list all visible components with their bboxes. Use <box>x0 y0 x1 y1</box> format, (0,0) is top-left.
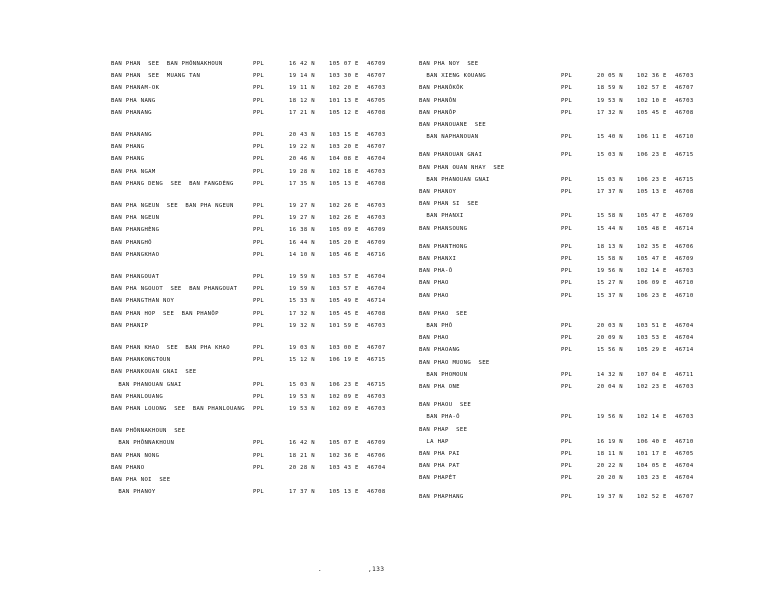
map-sheet-code: 46703 <box>675 268 694 275</box>
feature-type: PPL <box>561 384 573 390</box>
place-name: BAN PHAP SEE <box>419 426 468 433</box>
place-name: BAN PHA ONE <box>419 384 460 390</box>
feature-type: PPL <box>253 239 265 246</box>
longitude: 105 20 E <box>329 239 359 246</box>
feature-type: PPL <box>253 227 265 234</box>
feature-type: PPL <box>253 109 265 116</box>
longitude: 102 57 E <box>637 85 667 92</box>
map-sheet-code: 46708 <box>367 109 386 116</box>
place-name: BAN PHANG <box>111 144 145 151</box>
place-name: BAN PHAO <box>419 280 449 287</box>
map-sheet-code: 46703 <box>367 393 386 400</box>
feature-type: PPL <box>561 451 573 457</box>
map-sheet-code: 46714 <box>675 225 694 232</box>
feature-type: PPL <box>253 156 265 163</box>
feature-type: PPL <box>253 406 265 412</box>
place-name: BAN PHA PAT <box>419 463 460 470</box>
feature-type: PPL <box>253 310 265 317</box>
place-name: BAN PHA NGEUN SEE BAN PHA NGEUN <box>111 203 234 209</box>
feature-type: PPL <box>561 347 573 354</box>
place-name: BAN PHAN HOP SEE BAN PHANÔP <box>111 310 219 317</box>
map-sheet-code: 46707 <box>367 73 386 80</box>
feature-type: PPL <box>561 73 573 80</box>
map-sheet-code: 46715 <box>367 381 386 388</box>
latitude: 17 21 N <box>289 109 316 116</box>
map-sheet-code: 46707 <box>367 345 386 351</box>
latitude: 18 11 N <box>597 451 624 457</box>
latitude: 20 43 N <box>289 132 316 138</box>
map-sheet-code: 46704 <box>367 156 386 163</box>
latitude: 16 19 N <box>597 438 624 445</box>
map-sheet-code: 46710 <box>675 438 694 445</box>
map-sheet-code: 46706 <box>675 243 694 250</box>
feature-type: PPL <box>253 322 265 329</box>
latitude: 15 56 N <box>597 347 624 354</box>
longitude: 105 07 E <box>329 440 359 447</box>
place-name: BAN PHANIP <box>111 322 149 329</box>
map-sheet-code: 46703 <box>367 322 386 329</box>
map-sheet-code: 46709 <box>367 61 386 67</box>
latitude: 19 28 N <box>289 168 316 175</box>
longitude: 103 30 E <box>329 73 359 80</box>
feature-type: PPL <box>561 189 573 195</box>
place-name: BAN PHANKONGTOUN <box>111 357 171 364</box>
map-sheet-code: 46704 <box>675 475 694 482</box>
feature-type: PPL <box>561 268 573 275</box>
latitude: 14 10 N <box>289 251 316 258</box>
place-name: BAN PHAPHANG <box>419 493 464 500</box>
latitude: 17 37 N <box>289 489 316 496</box>
map-sheet-code: 46709 <box>675 256 694 262</box>
place-name: BAN PHANOUAN GNAI <box>419 176 490 183</box>
map-sheet-code: 46708 <box>367 489 386 496</box>
longitude: 102 26 E <box>329 215 359 222</box>
map-sheet-code: 46716 <box>367 251 386 258</box>
latitude: 20 09 N <box>597 335 624 342</box>
map-sheet-code: 46703 <box>367 85 386 92</box>
latitude: 15 33 N <box>289 298 316 305</box>
place-name: BAN PHANANG <box>111 132 152 138</box>
longitude: 102 23 E <box>637 384 667 390</box>
feature-type: PPL <box>561 256 573 262</box>
place-name: BAN PHANGHÔ <box>111 239 152 246</box>
longitude: 107 04 E <box>637 371 667 378</box>
latitude: 18 21 N <box>289 452 316 459</box>
feature-type: PPL <box>253 203 265 209</box>
feature-type: PPL <box>253 144 265 151</box>
feature-type: PPL <box>561 109 573 116</box>
map-sheet-code: 46708 <box>675 189 694 195</box>
feature-type: PPL <box>561 493 573 500</box>
latitude: 15 37 N <box>597 292 624 299</box>
longitude: 106 23 E <box>637 292 667 299</box>
latitude: 16 42 N <box>289 61 316 67</box>
latitude: 16 44 N <box>289 239 316 246</box>
place-name: BAN PHANOUAN GNAI <box>111 381 182 388</box>
latitude: 19 56 N <box>597 414 624 421</box>
feature-type: PPL <box>253 464 265 471</box>
longitude: 105 45 E <box>329 310 359 317</box>
latitude: 15 40 N <box>597 134 624 141</box>
map-sheet-code: 46708 <box>675 109 694 116</box>
latitude: 17 35 N <box>289 180 316 187</box>
longitude: 102 09 E <box>329 406 359 412</box>
latitude: 16 38 N <box>289 227 316 234</box>
feature-type: PPL <box>253 168 265 175</box>
place-name: BAN PHA-Ô <box>419 268 453 275</box>
latitude: 20 03 N <box>597 323 624 329</box>
latitude: 19 03 N <box>289 345 316 351</box>
map-sheet-code: 46707 <box>367 144 386 151</box>
longitude: 105 48 E <box>637 225 667 232</box>
longitude: 101 59 E <box>329 322 359 329</box>
latitude: 15 27 N <box>597 280 624 287</box>
longitude: 105 47 E <box>637 256 667 262</box>
feature-type: PPL <box>253 251 265 258</box>
place-name: BAN PHANÔN <box>419 97 457 104</box>
place-name: BAN PHÔNNAKHOUN <box>111 440 175 447</box>
place-name: BAN PHANG <box>111 156 145 163</box>
place-name: BAN PHANXI <box>419 213 464 220</box>
place-name: BAN PHÔNNAKHOUN SEE <box>111 428 186 435</box>
longitude: 105 12 E <box>329 109 359 116</box>
longitude: 105 49 E <box>329 298 359 305</box>
feature-type: PPL <box>561 97 573 104</box>
feature-type: PPL <box>561 152 573 159</box>
feature-type: PPL <box>561 335 573 342</box>
feature-type: PPL <box>253 452 265 459</box>
longitude: 103 00 E <box>329 345 359 351</box>
map-sheet-code: 46714 <box>675 347 694 354</box>
latitude: 19 53 N <box>597 97 624 104</box>
place-name: BAN PHANG DENG SEE BAN FANGDÈNG <box>111 180 234 187</box>
feature-type: PPL <box>253 85 265 92</box>
place-name: BAN NAPHANOUAN <box>419 134 479 141</box>
feature-type: PPL <box>561 85 573 92</box>
feature-type: PPL <box>253 73 265 80</box>
latitude: 19 14 N <box>289 73 316 80</box>
feature-type: PPL <box>253 97 265 104</box>
map-sheet-code: 46709 <box>367 239 386 246</box>
feature-type: PPL <box>253 393 265 400</box>
map-sheet-code: 46708 <box>367 310 386 317</box>
feature-type: PPL <box>561 225 573 232</box>
place-name: BAN PHANOUAN GNAI <box>419 152 483 159</box>
place-name: BAN PHAO SEE <box>419 310 468 317</box>
longitude: 102 36 E <box>637 73 667 80</box>
longitude: 102 09 E <box>329 393 359 400</box>
latitude: 15 44 N <box>597 225 624 232</box>
feature-type: PPL <box>561 292 573 299</box>
latitude: 20 04 N <box>597 384 624 390</box>
latitude: 17 32 N <box>289 310 316 317</box>
latitude: 19 27 N <box>289 203 316 209</box>
feature-type: PPL <box>561 280 573 287</box>
map-sheet-code: 46704 <box>367 464 386 471</box>
page-number: ,133 <box>368 566 385 573</box>
latitude: 19 27 N <box>289 215 316 222</box>
place-name: BAN PHANGTHAN NOY <box>111 298 175 305</box>
feature-type: PPL <box>253 180 265 187</box>
place-name: BAN PHANGOUAT <box>111 274 160 280</box>
place-name: BAN PHANANG <box>111 109 152 116</box>
place-name: BAN PHANTHONG <box>419 243 468 250</box>
map-sheet-code: 46703 <box>367 203 386 209</box>
map-sheet-code: 46715 <box>367 357 386 364</box>
map-sheet-code: 46709 <box>367 440 386 447</box>
map-sheet-code: 46704 <box>367 274 386 280</box>
place-name: BAN PHAN KHAO SEE BAN PHA KHAO <box>111 345 230 351</box>
place-name: BAN PHANXI <box>419 256 457 262</box>
place-name: BAN PHANOY <box>419 189 457 195</box>
longitude: 105 09 E <box>329 227 359 234</box>
place-name: BAN PHANAM-OK <box>111 85 160 92</box>
map-sheet-code: 46703 <box>367 215 386 222</box>
longitude: 102 14 E <box>637 414 667 421</box>
latitude: 19 32 N <box>289 322 316 329</box>
latitude: 20 20 N <box>597 475 624 482</box>
longitude: 105 29 E <box>637 347 667 354</box>
map-sheet-code: 46715 <box>675 152 694 159</box>
place-name: BAN PHANGHÈNG <box>111 227 160 234</box>
longitude: 103 57 E <box>329 286 359 293</box>
longitude: 105 46 E <box>329 251 359 258</box>
longitude: 103 15 E <box>329 132 359 138</box>
longitude: 102 36 E <box>329 452 359 459</box>
latitude: 19 37 N <box>597 493 624 500</box>
feature-type: PPL <box>253 286 265 293</box>
feature-type: PPL <box>253 381 265 388</box>
map-sheet-code: 46703 <box>675 414 694 421</box>
latitude: 18 12 N <box>289 97 316 104</box>
latitude: 15 03 N <box>597 152 624 159</box>
map-sheet-code: 46715 <box>675 176 694 183</box>
place-name: BAN PHAOANG <box>419 347 460 354</box>
longitude: 105 47 E <box>637 213 667 220</box>
place-name: BAN PHANOUANE SEE <box>419 122 486 128</box>
feature-type: PPL <box>253 440 265 447</box>
map-sheet-code: 46704 <box>675 335 694 342</box>
place-name: BAN PHAN LOUONG SEE BAN PHANLOUANG <box>111 406 245 412</box>
place-name: BAN PHANLOUANG <box>111 393 164 400</box>
place-name: BAN PHA NOI SEE <box>111 477 171 483</box>
place-name: BAN PHANKOUAN GNAI SEE <box>111 369 197 376</box>
latitude: 19 59 N <box>289 286 316 293</box>
feature-type: PPL <box>561 371 573 378</box>
longitude: 103 20 E <box>329 144 359 151</box>
place-name: BAN PHAOU SEE <box>419 402 472 409</box>
feature-type: PPL <box>253 298 265 305</box>
place-name: BAN PHANOY <box>111 489 156 496</box>
latitude: 15 03 N <box>289 381 316 388</box>
latitude: 15 58 N <box>597 213 624 220</box>
place-name: BAN PHAN SI SEE <box>419 201 479 208</box>
longitude: 103 43 E <box>329 464 359 471</box>
longitude: 102 26 E <box>329 203 359 209</box>
longitude: 105 07 E <box>329 61 359 67</box>
longitude: 105 13 E <box>329 489 359 496</box>
feature-type: PPL <box>253 274 265 280</box>
map-sheet-code: 46709 <box>675 213 694 220</box>
place-name: BAN PHA NOY SEE <box>419 61 479 67</box>
map-sheet-code: 46703 <box>367 168 386 175</box>
latitude: 18 13 N <box>597 243 624 250</box>
latitude: 19 22 N <box>289 144 316 151</box>
place-name: BAN PHAN NONG <box>111 452 160 459</box>
map-sheet-code: 46704 <box>367 286 386 293</box>
longitude: 103 23 E <box>637 475 667 482</box>
longitude: 103 51 E <box>637 323 667 329</box>
place-name: BAN PHANGKHAO <box>111 251 160 258</box>
place-name: BAN PHANSOUNG <box>419 225 468 232</box>
place-name: BAN PHAO <box>419 335 449 342</box>
place-name: BAN PHA PAI <box>419 451 460 457</box>
place-name: BAN PHAN OUAN NHAY SEE <box>419 164 505 171</box>
feature-type: PPL <box>253 132 265 138</box>
longitude: 103 57 E <box>329 274 359 280</box>
map-sheet-code: 46703 <box>675 97 694 104</box>
feature-type: PPL <box>561 323 573 329</box>
map-sheet-code: 46703 <box>367 132 386 138</box>
latitude: 19 53 N <box>289 393 316 400</box>
place-name: BAN XIENG KOUANG <box>419 73 486 80</box>
place-name: BAN PHAO <box>419 292 449 299</box>
longitude: 106 23 E <box>329 381 359 388</box>
latitude: 19 59 N <box>289 274 316 280</box>
feature-type: PPL <box>561 134 573 141</box>
latitude: 17 37 N <box>597 189 624 195</box>
place-name: BAN PHA NGOUOT SEE BAN PHANGOUAT <box>111 286 238 293</box>
latitude: 19 11 N <box>289 85 316 92</box>
longitude: 102 52 E <box>637 493 667 500</box>
longitude: 102 35 E <box>637 243 667 250</box>
longitude: 106 09 E <box>637 280 667 287</box>
latitude: 18 59 N <box>597 85 624 92</box>
feature-type: PPL <box>561 213 573 220</box>
longitude: 106 23 E <box>637 152 667 159</box>
feature-type: PPL <box>561 475 573 482</box>
footer-dot: . <box>318 566 323 573</box>
map-sheet-code: 46710 <box>675 280 694 287</box>
latitude: 19 53 N <box>289 406 316 412</box>
map-sheet-code: 46708 <box>367 180 386 187</box>
longitude: 105 13 E <box>329 180 359 187</box>
map-sheet-code: 46704 <box>675 323 694 329</box>
map-sheet-code: 46706 <box>367 452 386 459</box>
place-name: BAN PHA NGAM <box>111 168 156 175</box>
latitude: 15 03 N <box>597 176 624 183</box>
latitude: 20 05 N <box>597 73 624 80</box>
place-name: BAN PHAN SEE MUANG TAN <box>111 73 201 80</box>
longitude: 104 05 E <box>637 463 667 470</box>
longitude: 102 10 E <box>637 97 667 104</box>
place-name: BAN PHA-Ô <box>419 414 460 421</box>
map-sheet-code: 46709 <box>367 227 386 234</box>
place-name: BAN PHANÔP <box>419 109 457 116</box>
map-sheet-code: 46707 <box>675 85 694 92</box>
place-name: BAN PHANO <box>111 464 145 471</box>
map-sheet-code: 46710 <box>675 134 694 141</box>
latitude: 19 56 N <box>597 268 624 275</box>
longitude: 105 13 E <box>637 189 667 195</box>
longitude: 105 45 E <box>637 109 667 116</box>
latitude: 15 58 N <box>597 256 624 262</box>
map-sheet-code: 46707 <box>675 493 694 500</box>
longitude: 106 40 E <box>637 438 667 445</box>
latitude: 14 32 N <box>597 371 624 378</box>
map-sheet-code: 46703 <box>367 406 386 412</box>
longitude: 103 53 E <box>637 335 667 342</box>
feature-type: PPL <box>561 438 573 445</box>
feature-type: PPL <box>561 176 573 183</box>
longitude: 102 18 E <box>329 168 359 175</box>
feature-type: PPL <box>561 414 573 421</box>
place-name: BAN PHAO MUONG SEE <box>419 359 490 366</box>
place-name: BAN PHA NANG <box>111 97 156 104</box>
longitude: 106 19 E <box>329 357 359 364</box>
longitude: 101 13 E <box>329 97 359 104</box>
latitude: 20 22 N <box>597 463 624 470</box>
feature-type: PPL <box>253 215 265 222</box>
longitude: 106 11 E <box>637 134 667 141</box>
place-name: BAN PHAPÉT <box>419 475 457 482</box>
place-name: BAN PHAN SEE BAN PHÔNNAKHOUN <box>111 61 223 67</box>
map-sheet-code: 46703 <box>675 384 694 390</box>
map-sheet-code: 46711 <box>675 371 694 378</box>
longitude: 102 14 E <box>637 268 667 275</box>
latitude: 15 12 N <box>289 357 316 364</box>
longitude: 106 23 E <box>637 176 667 183</box>
latitude: 17 32 N <box>597 109 624 116</box>
feature-type: PPL <box>253 489 265 496</box>
feature-type: PPL <box>253 61 265 67</box>
latitude: 16 42 N <box>289 440 316 447</box>
map-sheet-code: 46705 <box>367 97 386 104</box>
place-name: LA HAP <box>419 438 449 445</box>
longitude: 102 20 E <box>329 85 359 92</box>
latitude: 20 28 N <box>289 464 316 471</box>
feature-type: PPL <box>253 345 265 351</box>
map-sheet-code: 46705 <box>675 451 694 457</box>
longitude: 101 17 E <box>637 451 667 457</box>
map-sheet-code: 46704 <box>675 463 694 470</box>
place-name: BAN PHA NGEUN <box>111 215 160 222</box>
place-name: BAN PHANÔKÔK <box>419 85 464 92</box>
map-sheet-code: 46710 <box>675 292 694 299</box>
map-sheet-code: 46703 <box>675 73 694 80</box>
feature-type: PPL <box>561 463 573 470</box>
map-sheet-code: 46714 <box>367 298 386 305</box>
feature-type: PPL <box>561 243 573 250</box>
latitude: 20 46 N <box>289 156 316 163</box>
longitude: 104 08 E <box>329 156 359 163</box>
feature-type: PPL <box>253 357 265 364</box>
place-name: BAN PHÔ <box>419 323 453 329</box>
place-name: BAN PHOMOUN <box>419 371 468 378</box>
